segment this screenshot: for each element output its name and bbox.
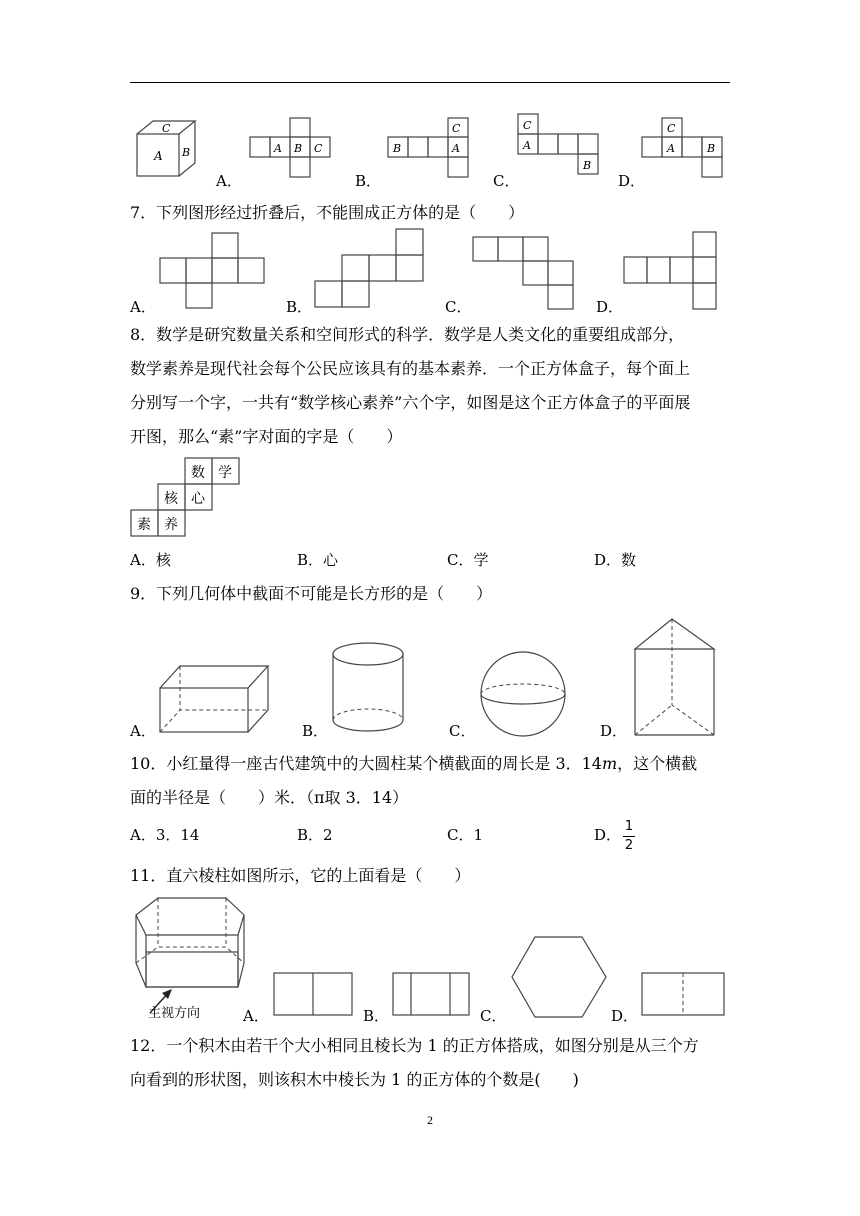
q10-option-a: A．3．14: [130, 826, 200, 844]
q8-stem-line-2: 数学素养是现代社会每个公民应该具有的基本素养．一个正方体盒子，每个面上: [130, 359, 691, 378]
q10-stem-text-end: ，这个横截: [617, 754, 698, 773]
q12-stem-line-1: 12．一个积木由若干个大小相同且棱长为 1 的正方体搭成，如图分别是从三个方: [130, 1036, 699, 1055]
q9-option-c-label: C．: [449, 722, 476, 740]
q6-d-letter-c: C: [667, 122, 676, 135]
q6-cube-letter-a: A: [154, 149, 163, 163]
q6-b-letter-b: B: [393, 142, 402, 155]
q8-net-char-yang: 养: [164, 517, 178, 533]
q8-option-c: C．学: [447, 551, 489, 569]
q9-option-d-label: D．: [600, 722, 628, 740]
q7-option-a-label: A．: [130, 298, 156, 316]
q7-option-c-label: C．: [445, 298, 472, 316]
q8-stem-line-4: 开图，那么“素”字对面的字是（ ）: [130, 427, 403, 446]
q7-option-c-net: [473, 237, 578, 313]
q6-a-letter-b: B: [294, 142, 303, 155]
q11-option-c-hexagon: [510, 935, 608, 1021]
q10-option-b: B．2: [297, 826, 333, 844]
q8-stem-line-3: 分别写一个字，一共有“数学核心素养”六个字，如图是这个正方体盒子的平面展: [130, 393, 691, 412]
q6-a-letter-c: C: [314, 142, 323, 155]
q10-option-c: C．1: [447, 826, 484, 844]
q6-d-letter-a: A: [667, 142, 675, 155]
q7-stem: 7．下列图形经过折叠后，不能围成正方体的是（ ）: [130, 203, 525, 222]
q8-stem-line-1: 8．数学是研究数量关系和空间形式的科学．数学是人类文化的重要组成部分，: [130, 325, 685, 344]
q6-c-letter-c: C: [523, 119, 532, 132]
q11-arrow-label: 主视方向: [148, 1006, 201, 1021]
q10-unit: m: [602, 754, 618, 773]
q7-option-b-label: B．: [286, 298, 313, 316]
q6-option-c-label: C．: [493, 172, 520, 190]
q8-net-char-xin: 心: [191, 491, 205, 507]
q6-c-letter-b: B: [583, 159, 592, 172]
q7-option-b-net: [315, 229, 430, 311]
q6-b-letter-c: C: [452, 122, 461, 135]
q11-stem: 11．直六棱柱如图所示，它的上面看是（ ）: [130, 866, 471, 885]
q7-option-a-net: [160, 233, 270, 313]
q6-b-letter-a: A: [452, 142, 460, 155]
q11-option-b-label: B．: [363, 1007, 390, 1025]
page-number: 2: [427, 1113, 433, 1127]
q8-option-b: B．心: [297, 551, 339, 569]
q6-a-letter-a: A: [274, 142, 282, 155]
q8-option-a: A．核: [130, 551, 171, 569]
q9-stem: 9．下列几何体中截面不可能是长方形的是（ ）: [130, 584, 493, 603]
q11-option-b-shape: [392, 972, 472, 1018]
q11-option-c-label: C．: [480, 1007, 507, 1025]
q9-option-c-sphere: [479, 650, 569, 740]
q7-option-d-label: D．: [596, 298, 624, 316]
q8-net-char-shu: 数: [191, 465, 205, 481]
q6-option-a-label: A．: [216, 172, 242, 190]
q10-option-d-fraction-numerator: 1: [624, 819, 634, 834]
q7-option-d-net: [624, 232, 722, 312]
q9-option-d-prism: [632, 617, 718, 739]
q11-option-a-label: A．: [243, 1007, 269, 1025]
q6-option-c-net: [518, 114, 600, 176]
q12-stem-line-2: 向看到的形状图，则该积木中棱长为 1 的正方体的个数是( ): [130, 1070, 579, 1089]
q6-d-letter-b: B: [707, 142, 716, 155]
q10-stem-line-1: [130, 754, 697, 774]
header-rule: [130, 82, 730, 83]
q6-cube-letter-c: C: [162, 122, 171, 135]
q8-net-figure: [130, 458, 240, 538]
q9-option-a-label: A．: [130, 722, 156, 740]
q8-net-char-he: 核: [164, 491, 178, 507]
q10-option-d-fraction-denominator: 2: [624, 838, 634, 853]
q10-option-d: D．: [594, 826, 622, 844]
q6-option-a-net: [250, 118, 332, 180]
q6-cube-letter-b: B: [182, 146, 191, 159]
q8-option-d: D．数: [594, 551, 637, 569]
q8-net-char-su: 素: [137, 517, 151, 533]
q11-option-a-shape: [273, 972, 355, 1018]
q10-stem-line-2: 面的半径是（ ）米．（π取 3．14）: [130, 788, 409, 807]
q6-option-b-net: [388, 118, 470, 180]
q6-option-d-net: [642, 118, 724, 180]
q11-option-d-shape: [641, 972, 727, 1018]
q9-option-b-label: B．: [302, 722, 329, 740]
q6-option-d-label: D．: [618, 172, 646, 190]
q9-option-b-cylinder: [331, 640, 407, 736]
q6-option-b-label: B．: [355, 172, 382, 190]
q8-net-char-xue: 学: [218, 465, 232, 481]
q9-option-a-cuboid: [160, 662, 270, 734]
q10-fraction-bar: [623, 836, 635, 837]
q6-cube-figure: [135, 118, 205, 182]
q11-option-d-label: D．: [611, 1007, 639, 1025]
q6-c-letter-a: A: [523, 139, 531, 152]
q10-stem-text: 10．小红量得一座古代建筑中的大圆柱某个横截面的周长是 3．14: [130, 754, 602, 773]
